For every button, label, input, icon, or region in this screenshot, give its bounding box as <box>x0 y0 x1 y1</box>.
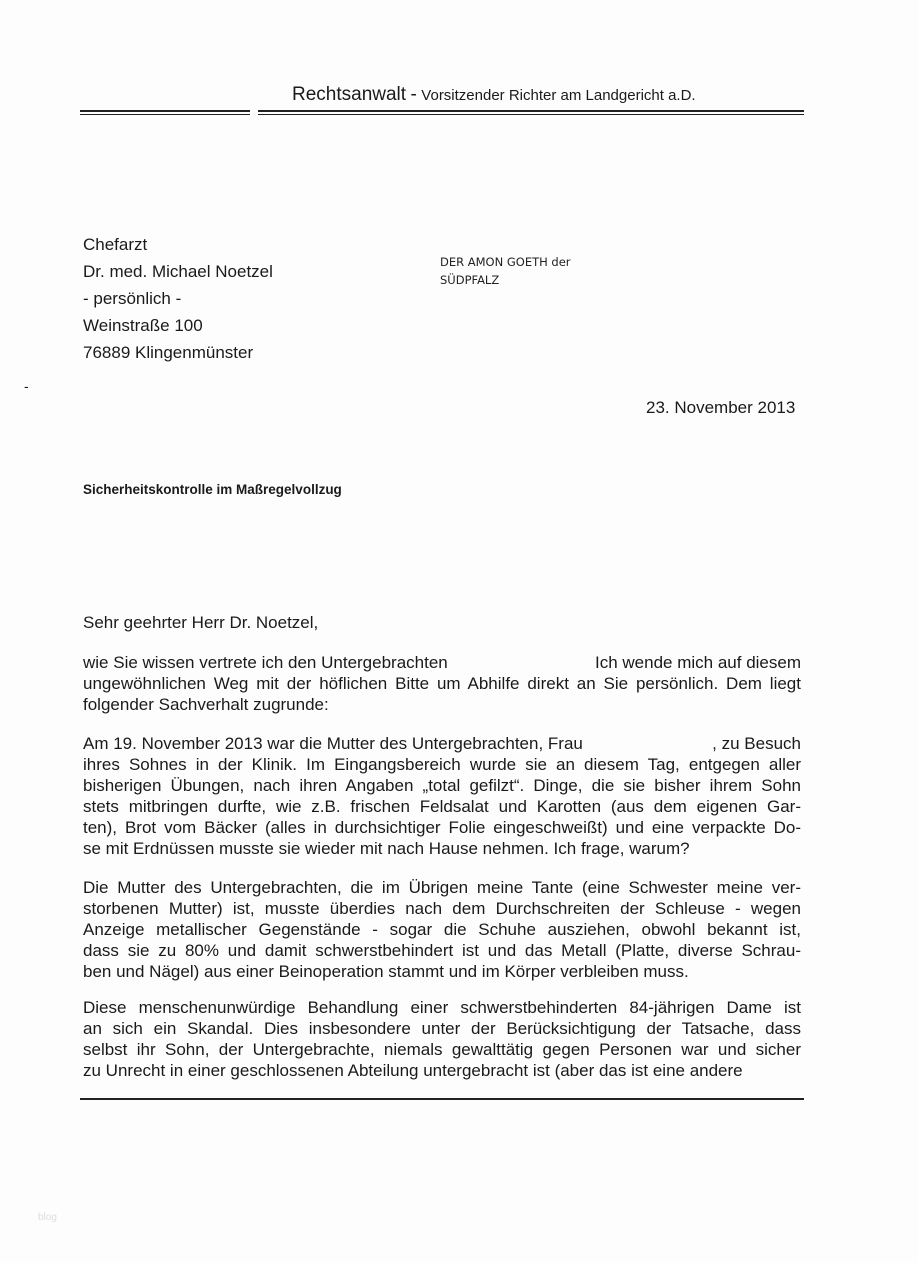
letterhead-title: Rechtsanwalt <box>292 84 407 105</box>
body-paragraph <box>83 652 801 715</box>
text-line: stets mitbringen durfte, wie z.B. frischen Feldsalat und Karotten (aus dem eigenen Gar- <box>83 797 801 816</box>
annotation-note: SÜDPFALZ <box>440 273 500 287</box>
text-segment: Am 19. November 2013 war die Mutter des Untergebrachten, Frau <box>83 734 583 753</box>
text-line: zu Unrecht in einer geschlossenen Abteilung untergebracht ist (aber das ist eine andere <box>83 1061 743 1080</box>
recipient-line: - persönlich - <box>83 289 182 308</box>
body-paragraph <box>83 997 801 1081</box>
letter-date: 23. November 2013 <box>646 398 796 417</box>
text-segment: , zu Besuch <box>712 734 801 753</box>
salutation: Sehr geehrter Herr Dr. Noetzel, <box>83 613 319 632</box>
letterhead-rule <box>258 110 804 112</box>
watermark: blog <box>38 1212 57 1223</box>
letterhead <box>292 84 696 106</box>
text-line: Diese menschenunwürdige Behandlung einer schwerstbehinderten 84-jährigen Dame ist <box>83 998 801 1017</box>
text-line <box>83 652 801 673</box>
text-line: dass sie zu 80% und damit schwerstbehindert ist und das Metall (Platte, diverse Schrau- <box>83 941 801 960</box>
text-line: folgender Sachverhalt zugrunde: <box>83 695 329 714</box>
text-line: se mit Erdnüssen musste sie wieder mit nach Hause nehmen. Ich frage, warum? <box>83 839 690 858</box>
text-segment: wie Sie wissen vertrete ich den Untergebrachten <box>83 653 448 672</box>
text-line: an sich ein Skandal. Dies insbesondere unter der Berücksichtigung der Tatsache, dass <box>83 1019 801 1038</box>
margin-mark: - <box>24 378 29 394</box>
footer-rule <box>80 1098 804 1100</box>
text-line: ungewöhnlichen Weg mit der höflichen Bitte um Abhilfe direkt an Sie persönlich. Dem liegt <box>83 674 801 693</box>
text-line: ben und Nägel) aus einer Beinoperation stammt und im Körper verbleiben muss. <box>83 962 689 981</box>
letterhead-rule <box>80 110 250 112</box>
text-line: bisherigen Übungen, nach ihren Angaben „total gefilzt“. Dinge, die sie bisher ihrem Sohn <box>83 776 801 795</box>
letter-subject: Sicherheitskontrolle im Maßregelvollzug <box>83 482 342 497</box>
text-line: ihres Sohnes in der Klinik. Im Eingangsbereich wurde sie an diesem Tag, entgegen aller <box>83 755 801 774</box>
text-line: storbenen Mutter) ist, musste überdies nach dem Durchschreiten der Schleuse - wegen <box>83 899 801 918</box>
text-line: selbst ihr Sohn, der Untergebrachte, niemals gewalttätig gegen Personen war und sicher <box>83 1040 801 1059</box>
recipient-line: Chefarzt <box>83 235 148 254</box>
recipient-line: Dr. med. Michael Noetzel <box>83 262 273 281</box>
letterhead-rule <box>258 114 804 115</box>
letterhead-separator: - <box>410 84 417 105</box>
recipient-line: 76889 Klingenmünster <box>83 343 254 362</box>
body-paragraph <box>83 733 801 859</box>
letterhead-subtitle: Vorsitzender Richter am Landgericht a.D. <box>421 87 696 104</box>
text-line: Die Mutter des Untergebrachten, die im Übrigen meine Tante (eine Schwester meine ver- <box>83 878 801 897</box>
text-segment: Ich wende mich auf diesem <box>595 653 801 672</box>
annotation-note: DER AMON GOETH der <box>440 255 571 269</box>
text-line: Anzeige metallischer Gegenstände - sogar die Schuhe ausziehen, obwohl bekannt ist, <box>83 920 801 939</box>
text-line: ten), Brot vom Bäcker (alles in durchsichtiger Folie eingeschweißt) und eine verpackte Do- <box>83 818 801 837</box>
letterhead-rule <box>80 114 250 115</box>
text-line <box>83 733 801 754</box>
body-paragraph <box>83 877 801 982</box>
recipient-line: Weinstraße 100 <box>83 316 203 335</box>
